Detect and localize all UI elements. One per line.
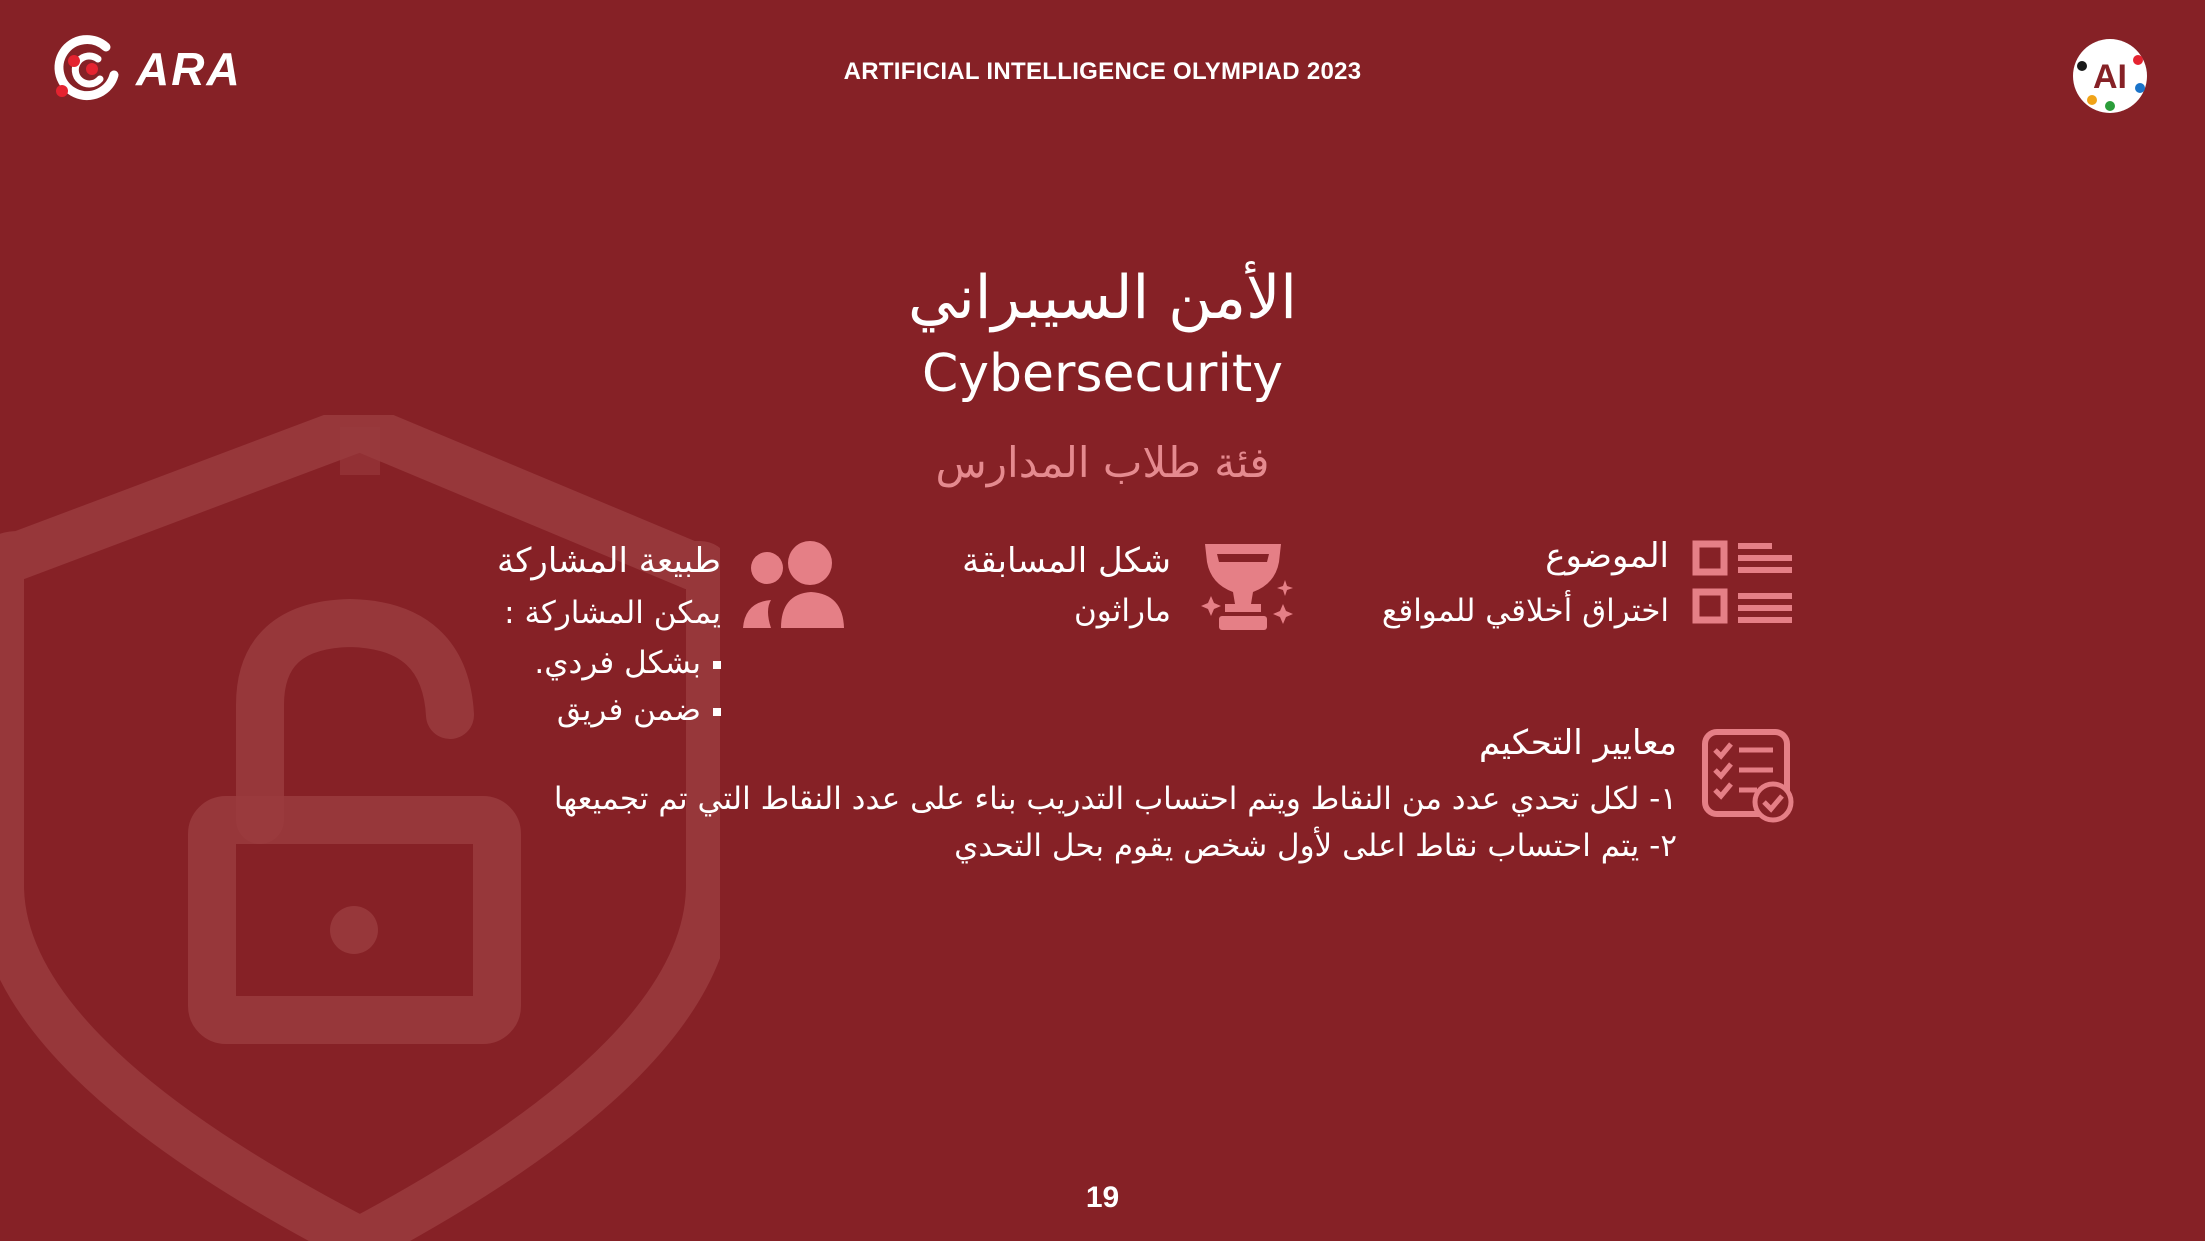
participation-heading: طبيعة المشاركة	[496, 541, 721, 581]
page-number: 19	[1085, 1181, 1120, 1214]
participation-option: ضمن فريق	[534, 687, 721, 734]
format-heading: شكل المسابقة	[962, 541, 1171, 581]
page-title-english: Cybersecurity	[921, 344, 1284, 404]
format-value: ماراثون	[1073, 593, 1171, 629]
topic-value: اختراق أخلاقي للمواقع	[1381, 593, 1669, 629]
criteria-heading: معايير التحكيم	[1479, 723, 1677, 763]
topic-heading: الموضوع	[1545, 536, 1669, 576]
participation-options	[534, 640, 721, 734]
ara-brand-text: ARA	[136, 43, 242, 95]
page-title-arabic: الأمن السيبراني	[908, 263, 1297, 333]
header-title: ARTIFICIAL INTELLIGENCE OLYMPIAD 2023	[843, 58, 1362, 85]
criteria-item: ١- لكل تحدي عدد من النقاط ويتم احتساب التدريب بناء على عدد النقاط التي تم تجميعها	[553, 781, 1677, 817]
participation-option: بشكل فردي.	[534, 640, 721, 687]
criteria-item: ٢- يتم احتساب نقاط اعلى لأول شخص يقوم بحل التحدي	[954, 828, 1677, 864]
criteria-list	[554, 776, 1677, 870]
ai-badge-text: AI	[2093, 58, 2127, 96]
trophy-icon	[1199, 540, 1295, 634]
users-icon	[743, 540, 847, 628]
category-label: فئة طلاب المدارس	[935, 438, 1270, 487]
participation-intro: يمكن المشاركة :	[504, 595, 721, 631]
ai-olympiad-logo	[2070, 36, 2150, 120]
checklist-icon	[1701, 728, 1795, 824]
list-icon	[1692, 540, 1796, 628]
